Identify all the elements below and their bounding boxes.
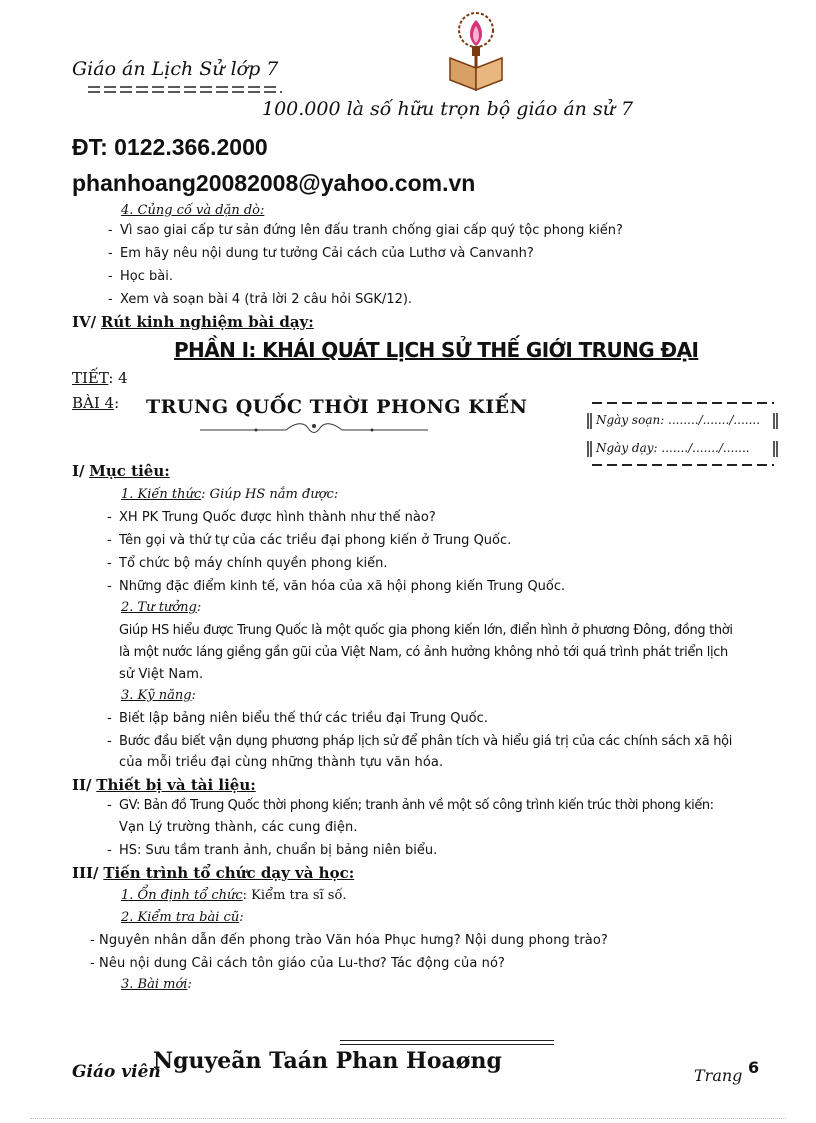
process-label: Tiến trình tổ chức dạy và học: (103, 864, 355, 882)
header-title: Giáo án Lịch Sử lớp 7 (72, 58, 279, 80)
knowledge-item-3: - Tổ chức bộ máy chính quyền phong kiến. (119, 556, 387, 571)
lesson-tiet-label: TIẾT (72, 369, 109, 387)
equipment-num: II/ (72, 776, 92, 794)
skill-item-2-cont: của mỗi triều đại cùng những thành tựu văn hóa. (119, 755, 444, 770)
knowledge-rest: : Giúp HS nắm được: (201, 487, 339, 502)
part-title: PHẦN I: KHÁI QUÁT LỊCH SỬ THẾ GIỚI TRUNG ĐẠI (174, 338, 699, 362)
process-step-2 (121, 910, 244, 925)
skill-rest: : (191, 688, 196, 703)
review-label: Rút kinh nghiệm bài dạy: (100, 313, 314, 331)
lesson-bai-label: BÀI 4 (72, 394, 115, 412)
equipment-gv: - GV: Bản đồ Trung Quốc thời phong kiến; tranh ảnh về một số công trình kiến trúc thời phong kiến: (119, 798, 714, 813)
skill-item-1: - Biết lập bảng niên biểu thế thứ các triều đại Trung Quốc. (119, 711, 488, 726)
skill-item-2: - Bước đầu biết vận dụng phương pháp lịch sử để phân tích và hiểu giá trị của các chính sách xã hội (119, 734, 732, 749)
prev-item-4: - Xem và soạn bài 4 (trả lời 2 câu hỏi SGK/12). (120, 292, 412, 307)
thought-line-2: là một nước láng giềng gần gũi của Việt Nam, có ảnh hưởng không nhỏ tới quá trình phát triển lịch (119, 645, 728, 660)
lesson-bai (72, 394, 119, 412)
objectives-label: Mục tiêu: (89, 462, 170, 480)
process-heading (72, 864, 354, 882)
lesson-title: TRUNG QUỐC THỜI PHONG KIẾN (146, 396, 528, 418)
date-day: Ngày dạy: ......./......./....... (596, 441, 750, 455)
equipment-heading (72, 776, 256, 794)
process-step-3-rest: : (187, 977, 192, 992)
knowledge-item-4: - Những đặc điểm kinh tế, văn hóa của xã hội phong kiến Trung Quốc. (119, 579, 565, 594)
knowledge-item-2: - Tên gọi và thứ tự của các triều đại phong kiến ở Trung Quốc. (119, 533, 511, 548)
footer-page-label: Trang (694, 1066, 743, 1085)
contact-phone: ĐT: 0122.366.2000 (72, 134, 268, 160)
thought-label: 2. Tư tưởng (121, 600, 197, 615)
thought-line-1: Giúp HS hiểu được Trung Quốc là một quốc gia phong kiến lớn, điển hình ở phương Đông, đồng thời (119, 623, 733, 638)
footer-page-number: 6 (748, 1058, 760, 1077)
date-box-border (584, 399, 780, 469)
equipment-gv-cont: Vạn Lý trường thành, các cung điện. (119, 820, 358, 835)
prev-item-3: - Học bài. (120, 269, 173, 284)
knowledge-item-1: - XH PK Trung Quốc được hình thành như thế nào? (119, 510, 436, 525)
review-question-2: - Nêu nội dung Cải cách tôn giáo của Lu-thơ? Tác động của nó? (90, 956, 506, 971)
date-soan: Ngày soạn: ......../......./....... (596, 413, 761, 427)
process-step-2-label: 2. Kiểm tra bài cũ (121, 910, 240, 925)
lesson-bai-colon: : (114, 394, 120, 412)
skill-heading (121, 688, 196, 703)
knowledge-heading (121, 487, 338, 502)
skill-label: 3. Kỹ năng (121, 688, 192, 703)
prev-section-heading (121, 203, 264, 218)
process-step-1 (121, 888, 347, 903)
header-tagline: 100.000 là số hữu trọn bộ giáo án sử 7 (262, 98, 634, 120)
lesson-tiet (72, 369, 128, 387)
equipment-hs: - HS: Sưu tầm tranh ảnh, chuẩn bị bảng niên biểu. (119, 843, 437, 858)
thought-line-3: sử Việt Nam. (119, 667, 204, 682)
lesson-tiet-num: : 4 (108, 369, 128, 387)
review-heading (72, 313, 314, 331)
process-num: III/ (72, 864, 99, 882)
footer-teacher-label: Giáo viên (72, 1062, 161, 1082)
prev-item-2: - Em hãy nêu nội dung tư tưởng Cải cách của Luthơ và Canvanh? (120, 246, 534, 261)
footer-teacher-name: Nguyeãn Taán Phan Hoaøng (153, 1048, 502, 1074)
process-step-1-rest: : Kiểm tra sĩ số. (242, 888, 347, 903)
date-box (584, 399, 780, 469)
prev-item-1: - Vì sao giai cấp tư sản đứng lên đấu tranh chống giai cấp quý tộc phong kiến? (120, 223, 623, 238)
prev-section-heading-text: 4. Củng cố và dặn dò: (121, 203, 265, 218)
thought-heading (121, 600, 201, 615)
header-wavy-underline (86, 82, 286, 96)
review-num: IV/ (72, 313, 97, 331)
process-step-3 (121, 977, 192, 992)
process-step-2-rest: : (239, 910, 244, 925)
objectives-heading (72, 462, 170, 480)
contact-email: phanhoang20082008@yahoo.com.vn (72, 170, 476, 196)
bottom-page-border (30, 1118, 786, 1119)
knowledge-label: 1. Kiến thức (121, 487, 202, 502)
thought-rest: : (196, 600, 202, 615)
footer-rule (340, 1040, 554, 1045)
school-emblem-logo (446, 12, 506, 92)
process-step-3-label: 3. Bài mới (121, 977, 188, 992)
objectives-num: I/ (72, 462, 85, 480)
title-ornament (196, 420, 432, 436)
equipment-label: Thiết bị và tài liệu: (96, 776, 256, 794)
review-question-1: - Nguyên nhân dẫn đến phong trào Văn hóa Phục hưng? Nội dung phong trào? (90, 933, 608, 948)
process-step-1-label: 1. Ổn định tổ chức (121, 888, 243, 903)
